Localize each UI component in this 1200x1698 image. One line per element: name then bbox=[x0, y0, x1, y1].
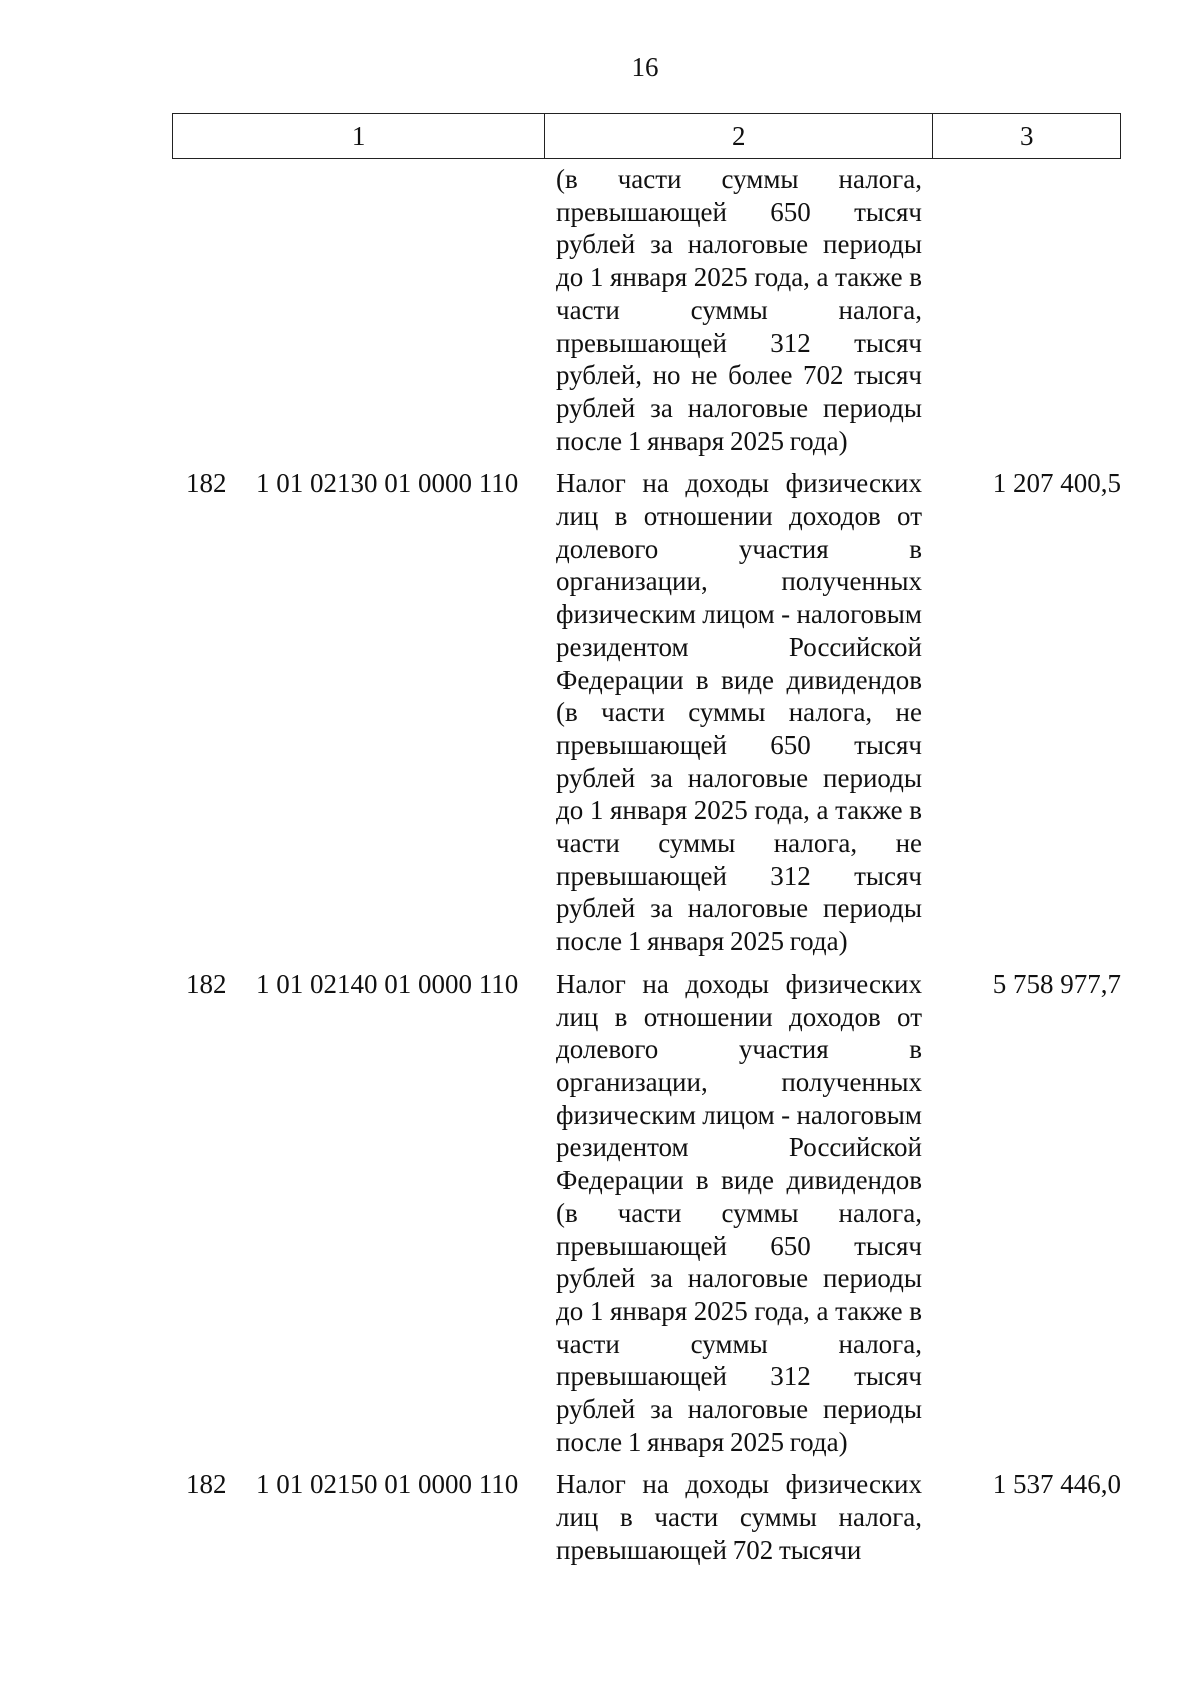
table-row bbox=[172, 968, 1121, 1469]
admin-code: 182 bbox=[186, 1469, 227, 1500]
row-description: Налог на доходы физических лиц в отношении доходов от долевого участия в организации, полученных физическим лицом - налоговым резидентом Российской Федерации в виде дивидендов (в части суммы налога, не превышающей 650 тысяч рублей за налоговые периоды до 1 января 2025 года, а также в части суммы налога, не превышающей 312 тысяч рублей за налоговые периоды после 1 января 2025 года) bbox=[556, 468, 922, 957]
table-row bbox=[172, 163, 1121, 467]
row-amount: 1 537 446,0 bbox=[992, 1469, 1121, 1500]
row-amount: 1 207 400,5 bbox=[992, 468, 1121, 499]
page-number: 16 bbox=[631, 52, 659, 82]
admin-code: 182 bbox=[186, 468, 227, 499]
budget-classification-code: 1 01 02130 01 0000 110 bbox=[256, 468, 519, 499]
row-description: Налог на доходы физических лиц в части суммы налога, превышающей 702 тысячи bbox=[556, 1469, 922, 1565]
table-body bbox=[172, 163, 1121, 1577]
row-description: Налог на доходы физических лиц в отношении доходов от долевого участия в организации, полученных физическим лицом - налоговым резидентом Российской Федерации в виде дивидендов (в части суммы налога, превышающей 650 тысяч рублей за налоговые периоды до 1 января 2025 года, а также в части суммы налога, превышающей 312 тысяч рублей за налоговые периоды после 1 января 2025 года) bbox=[556, 968, 922, 1457]
column-header-1: 1 bbox=[173, 114, 545, 159]
budget-classification-code: 1 01 02140 01 0000 110 bbox=[256, 968, 519, 999]
column-header-2: 2 bbox=[545, 114, 933, 159]
row-description: (в части суммы налога, превышающей 650 тысяч рублей за налоговые периоды до 1 января 2025 года, а также в части суммы налога, превышающей 312 тысяч рублей, но не более 702 тысяч рублей за налоговые периоды после 1 января 2025 года) bbox=[556, 164, 922, 456]
table-row bbox=[172, 1468, 1121, 1576]
column-header-3: 3 bbox=[933, 114, 1121, 159]
row-amount: 5 758 977,7 bbox=[992, 968, 1121, 999]
table-row bbox=[172, 467, 1121, 968]
budget-classification-code: 1 01 02150 01 0000 110 bbox=[256, 1469, 519, 1500]
table-header bbox=[172, 113, 1121, 159]
admin-code: 182 bbox=[186, 968, 227, 999]
